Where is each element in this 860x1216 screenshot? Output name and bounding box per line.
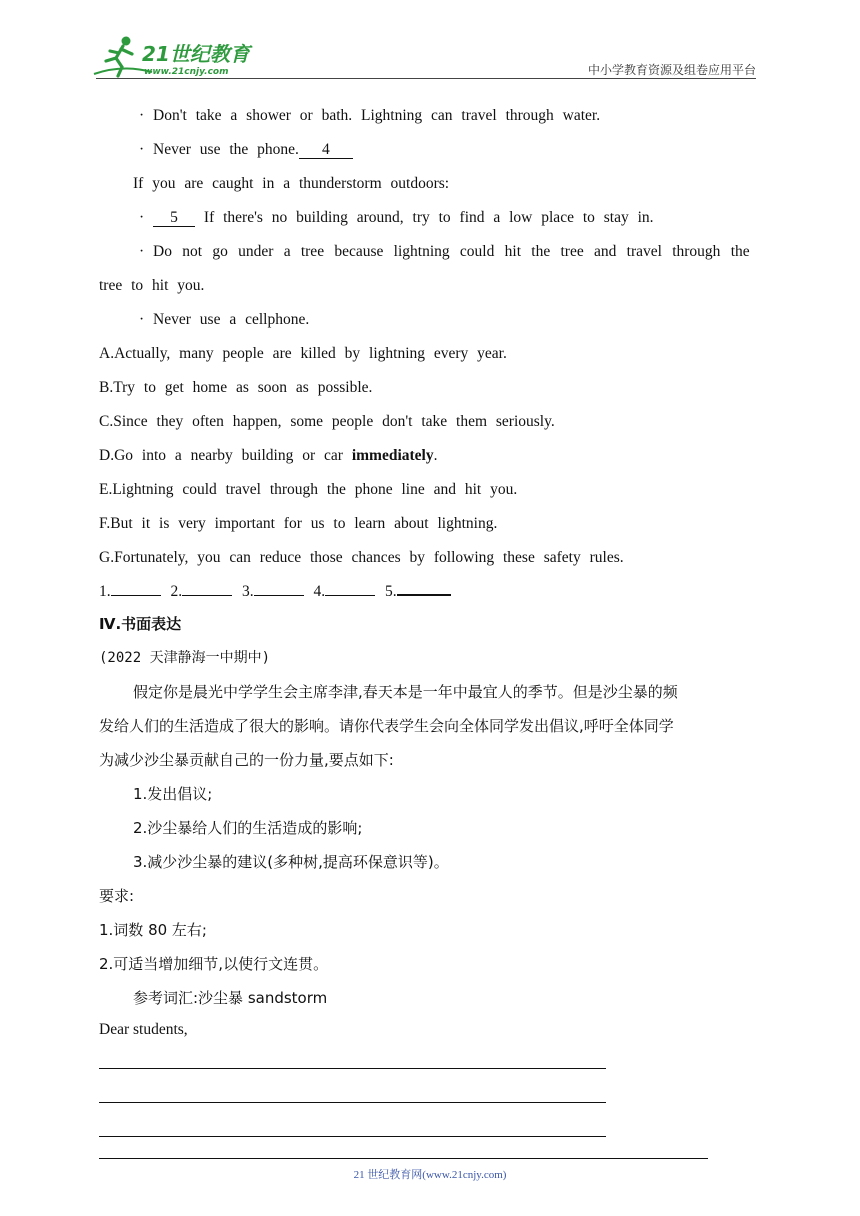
answer-row — [99, 582, 451, 602]
logo-url: www.21cnjy.com — [144, 67, 229, 77]
writing-line-1[interactable] — [99, 1068, 606, 1069]
passage-line-3: If you are caught in a thunderstorm outdoors: — [133, 175, 450, 192]
option-g: G.Fortunately, you can reduce those chances by following these safety rules. — [99, 549, 624, 566]
option-d — [99, 446, 437, 466]
passage-line-2 — [139, 140, 353, 160]
passage-text: Never use a cellphone. — [153, 311, 310, 328]
point-3: 3.减少沙尘暴的建议(多种树,提高环保意识等)。 — [133, 853, 449, 871]
logo-text: 21世纪教育 — [142, 42, 250, 66]
answer-label-4: 4. — [313, 583, 326, 600]
site-logo — [92, 34, 262, 78]
header-divider — [96, 78, 756, 79]
option-d-text: D.Go into a nearby building or car — [99, 447, 352, 464]
passage-text: Never use the phone. — [153, 141, 299, 158]
bullet: · — [139, 243, 145, 260]
option-e: E.Lightning could travel through the phone line and hit you. — [99, 481, 518, 498]
point-1: 1.发出倡议; — [133, 785, 213, 803]
prompt-line-3: 为减少沙尘暴贡献自己的一份力量,要点如下: — [99, 751, 394, 769]
requirement-2: 2.可适当增加细节,以使行文连贯。 — [99, 955, 329, 973]
passage-line-4 — [139, 208, 654, 228]
bullet: · — [139, 209, 145, 226]
writing-line-3[interactable] — [99, 1136, 606, 1137]
answer-blank-3[interactable] — [254, 595, 304, 596]
option-f: F.But it is very important for us to learn about lightning. — [99, 515, 498, 532]
option-c: C.Since they often happen, some people don't take them seriously. — [99, 413, 555, 430]
source-note: (2022 天津静海一中期中) — [99, 650, 271, 666]
bullet: · — [139, 141, 145, 158]
header-tagline: 中小学教育资源及组卷应用平台 — [587, 63, 756, 77]
answer-blank-4[interactable] — [325, 595, 375, 596]
passage-text: Don't take a shower or bath. Lightning can travel through water. — [153, 107, 601, 124]
vocab-hint: 参考词汇:沙尘暴 sandstorm — [133, 989, 328, 1007]
blank-4: 4 — [299, 141, 353, 159]
answer-blank-5[interactable] — [397, 594, 451, 596]
answer-blank-2[interactable] — [182, 595, 232, 596]
letter-greeting: Dear students, — [99, 1021, 188, 1038]
bullet: · — [139, 311, 145, 328]
footer-text: 21 世纪教育网(www.21cnjy.com) — [353, 1169, 507, 1181]
footer-divider — [99, 1158, 708, 1159]
prompt-line-1: 假定你是晨光中学学生会主席李津,春天本是一年中最宜人的季节。但是沙尘暴的频 — [133, 683, 678, 701]
bullet: · — [139, 107, 145, 124]
requirement-1: 1.词数 80 左右; — [99, 921, 207, 939]
option-a: A.Actually, many people are killed by lightning every year. — [99, 345, 507, 362]
section-heading: Ⅳ.书面表达 — [99, 615, 182, 633]
passage-line-6 — [139, 310, 309, 330]
passage-line-5a — [139, 242, 762, 262]
option-b: B.Try to get home as soon as possible. — [99, 379, 373, 396]
option-d-end: . — [433, 447, 438, 464]
passage-text: If there's no building around, try to find a low place to stay in. — [203, 209, 654, 226]
option-d-bold: immediately — [351, 447, 434, 464]
point-2: 2.沙尘暴给人们的生活造成的影响; — [133, 819, 363, 837]
passage-line-1 — [139, 106, 600, 126]
passage-line-5b: tree to hit you. — [99, 277, 205, 294]
answer-label-5: 5. — [385, 583, 397, 600]
blank-5: 5 — [153, 209, 195, 227]
requirements-label: 要求: — [99, 887, 135, 905]
answer-label-3: 3. — [242, 583, 254, 600]
answer-blank-1[interactable] — [111, 595, 161, 596]
passage-text: Do not go under a tree because lightning could hit the tree and travel through the — [153, 243, 750, 260]
writing-line-2[interactable] — [99, 1102, 606, 1103]
prompt-line-2: 发给人们的生活造成了很大的影响。请你代表学生会向全体同学发出倡议,呼吁全体同学 — [99, 717, 674, 735]
answer-label-2: 2. — [170, 583, 183, 600]
answer-label-1: 1. — [99, 583, 111, 600]
